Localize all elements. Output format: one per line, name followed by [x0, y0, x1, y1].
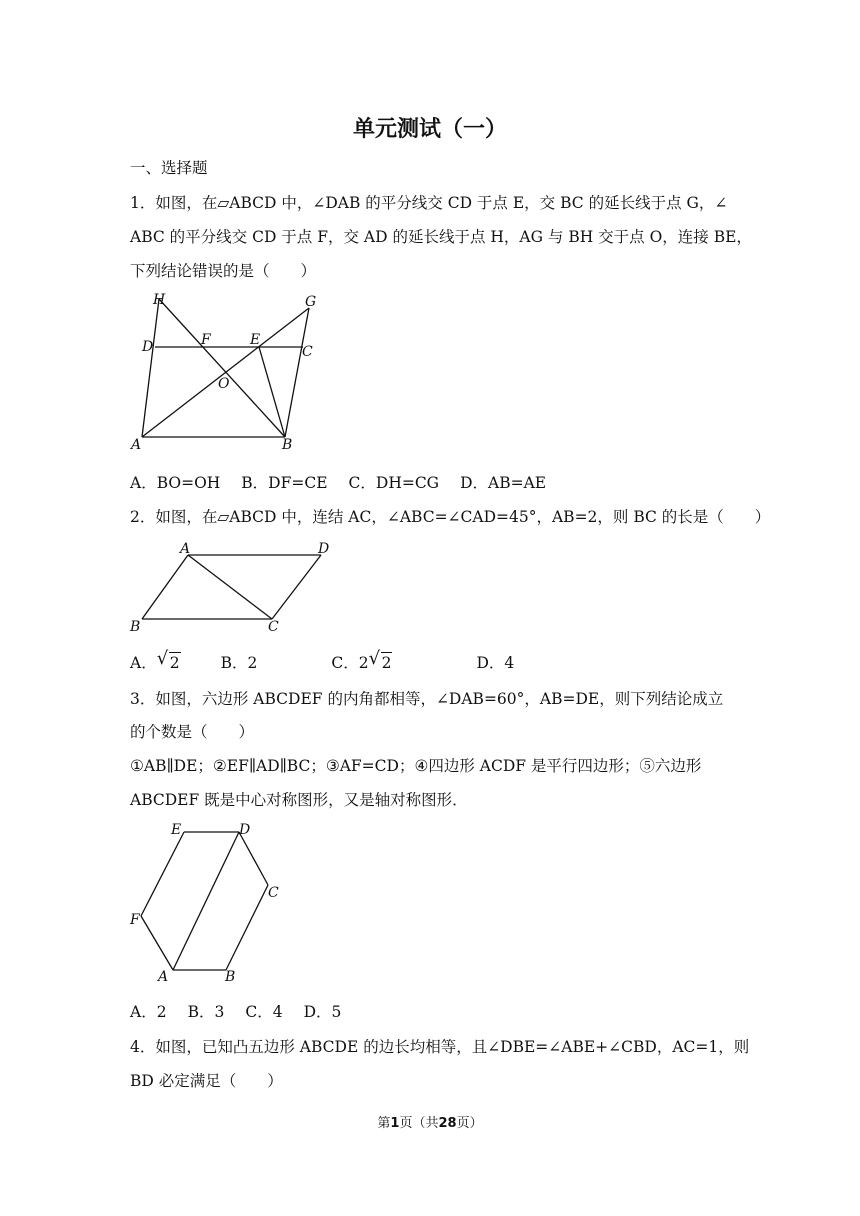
q4-text-line2: BD 必定满足（ ） [130, 1072, 283, 1090]
q2-option-b[interactable]: B．2 [220, 654, 258, 672]
q2-option-a-radicand: 2 [169, 654, 180, 672]
q3-label-D: D [239, 822, 251, 838]
q1-label-A: A [131, 437, 142, 453]
q2-option-c[interactable] [331, 648, 392, 673]
q1-text-line1: 1．如图，在▱ABCD 中，∠DAB 的平分线交 CD 于点 E，交 BC 的延长线于点 G，∠ [130, 194, 728, 212]
q3-option-c[interactable]: C．4 [245, 1003, 283, 1021]
page-title: 单元测试（一） [352, 117, 507, 142]
q3-option-d[interactable]: D．5 [303, 1003, 342, 1021]
q2-figure [125, 537, 340, 637]
sqrt-symbol: √ 2 [156, 648, 180, 672]
page-number: 1 [390, 1116, 400, 1131]
q3-text-line1: 3．如图，六边形 ABCDEF 的内角都相等，∠DAB=60°，AB=DE，则下列结论成立 [130, 690, 724, 708]
q2-label-B: B [130, 619, 141, 635]
q3-label-A: A [158, 969, 169, 985]
q1-label-C: C [302, 344, 313, 360]
footer-mid: 页（共 [399, 1116, 439, 1131]
q2-option-c-radicand: 2 [381, 654, 392, 672]
q2-label-C: C [268, 619, 279, 635]
q3-option-a[interactable]: A．2 [130, 1003, 167, 1021]
q1-label-G: G [305, 294, 317, 310]
q1-text-line2: ABC 的平分线交 CD 于点 F，交 AD 的延长线于点 H，AG 与 BH 交于点 O，连接 BE， [130, 228, 752, 246]
total-pages: 28 [438, 1116, 457, 1131]
q2-label-D: D [318, 541, 330, 557]
q3-figure [125, 815, 295, 990]
q1-label-B: B [282, 437, 293, 453]
q1-text-line3: 下列结论错误的是（ ） [130, 262, 317, 280]
q1-option-c[interactable]: C．DH=CG [348, 474, 440, 492]
q2-options [130, 648, 515, 673]
q1-option-a[interactable]: A．BO=OH [130, 474, 221, 492]
q3-label-E: E [171, 822, 182, 838]
q1-label-F: F [201, 332, 211, 348]
section-heading: 一、选择题 [130, 159, 208, 177]
q3-text-line2: 的个数是（ ） [130, 723, 255, 741]
q3-option-b[interactable]: B．3 [187, 1003, 225, 1021]
q3-options [130, 1002, 341, 1022]
q2-text-line1: 2．如图，在▱ABCD 中，连结 AC，∠ABC=∠CAD=45°，AB=2，则 BC 的长是（ ） [130, 508, 771, 526]
page-footer [0, 1112, 860, 1131]
q1-option-b[interactable]: B．DF=CE [241, 474, 328, 492]
sqrt-symbol: √ 2 [368, 648, 392, 672]
q1-label-O: O [218, 376, 230, 392]
q1-options [130, 473, 546, 493]
q2-option-d[interactable]: D．4 [476, 654, 515, 672]
q1-option-d[interactable]: D．AB=AE [460, 474, 547, 492]
q3-text-line4: ABCDEF 既是中心对称图形，又是轴对称图形． [130, 791, 468, 809]
q1-figure [125, 285, 335, 455]
q2-option-c-prefix: C．2 [331, 654, 369, 672]
q4-text-line1: 4．如图，已知凸五边形 ABCDE 的边长均相等，且∠DBE=∠ABE+∠CBD，AC=1，则 [130, 1038, 750, 1056]
q1-label-H: H [153, 292, 166, 308]
q1-label-D: D [142, 339, 154, 355]
q2-option-a-prefix: A． [130, 654, 157, 672]
footer-prefix: 第 [377, 1116, 391, 1131]
q1-label-E: E [250, 332, 261, 348]
q3-label-C: C [268, 885, 279, 901]
q2-label-A: A [180, 541, 191, 557]
footer-suffix: 页） [456, 1116, 483, 1131]
q3-label-F: F [130, 912, 140, 928]
q3-label-B: B [225, 969, 236, 985]
q3-text-line3: ①AB∥DE；②EF∥AD∥BC；③AF=CD；④四边形 ACDF 是平行四边形；⑤六边形 [130, 757, 702, 775]
q2-option-a[interactable] [130, 648, 181, 673]
